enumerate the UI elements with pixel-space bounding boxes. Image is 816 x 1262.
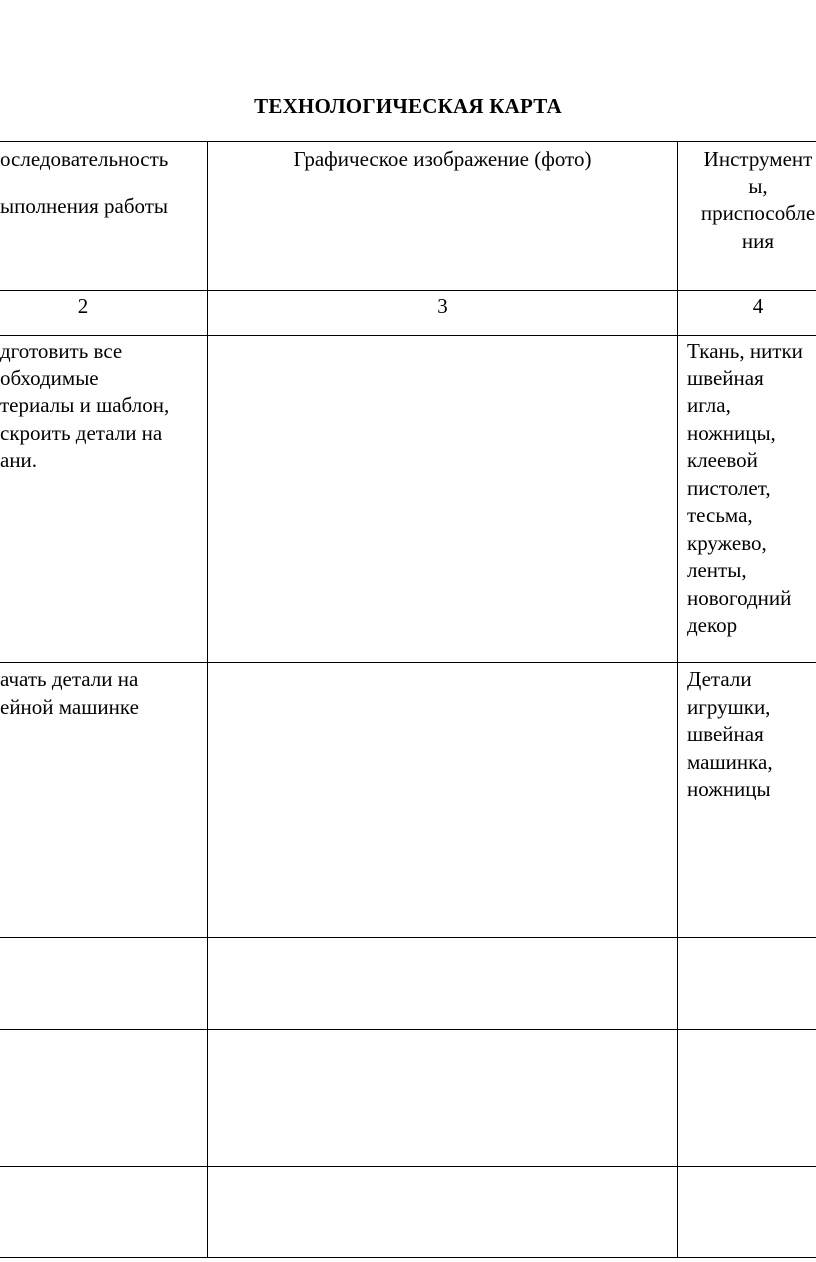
row1-tools-line10: новогодний <box>687 586 792 610</box>
row1-tools-line7: тесьма, <box>687 503 753 527</box>
row2-tools-line5: ножницы <box>687 777 771 801</box>
row1-tools-line11: декор <box>687 613 738 637</box>
row2-tools-line4: машинка, <box>687 750 773 774</box>
row2-tools-line3: швейная <box>687 722 764 746</box>
row1-tools-line9: ленты, <box>687 558 747 582</box>
row1-tools-line2: швейная <box>687 366 764 390</box>
header-sequence-line2: ыполнения работы <box>0 194 169 218</box>
row-divider-2 <box>0 937 816 938</box>
row2-tools-line1: Детали <box>687 667 752 691</box>
table-border-top <box>0 141 816 142</box>
row1-step-line3: териалы и шаблон, <box>0 393 170 417</box>
header-graphic-image: Графическое изображение (фото) <box>293 147 592 171</box>
header-tools-line1: Инструмент <box>703 147 813 171</box>
table-border-bottom <box>0 1257 816 1258</box>
page-title: ТЕХНОЛОГИЧЕСКАЯ КАРТА <box>254 94 562 118</box>
row-divider-1 <box>0 662 816 663</box>
row2-step-line2: ейной машинке <box>0 695 139 719</box>
row2-tools-line2: игрушки, <box>687 695 771 719</box>
row1-tools-line4: ножницы, <box>687 421 776 445</box>
column-number-2: 2 <box>77 294 89 318</box>
row1-tools-line5: клеевой <box>687 448 758 472</box>
header-tools-line4: ния <box>741 229 775 253</box>
header-sequence-line1: оследовательность <box>0 147 169 171</box>
row1-tools-line8: кружево, <box>687 531 767 555</box>
row-divider-3 <box>0 1029 816 1030</box>
row1-step-line4: скроить детали на <box>0 421 163 445</box>
row1-step-line1: дготовить все <box>0 339 123 363</box>
header-tools-line3: приспособле <box>700 201 816 225</box>
row1-tools-line3: игла, <box>687 393 731 417</box>
header-tools-line2: ы, <box>748 174 768 198</box>
row1-tools-line6: пистолет, <box>687 476 771 500</box>
row1-tools-line1: Ткань, нитки <box>687 339 803 363</box>
row-divider-4 <box>0 1166 816 1167</box>
row-divider-header <box>0 290 816 291</box>
row1-step-line2: обходимые <box>0 366 99 390</box>
column-number-4: 4 <box>752 294 764 318</box>
column-number-3: 3 <box>437 294 448 318</box>
row1-step-line5: ани. <box>0 448 38 472</box>
row2-step-line1: ачать детали на <box>0 667 139 691</box>
row-divider-numbers <box>0 335 816 336</box>
